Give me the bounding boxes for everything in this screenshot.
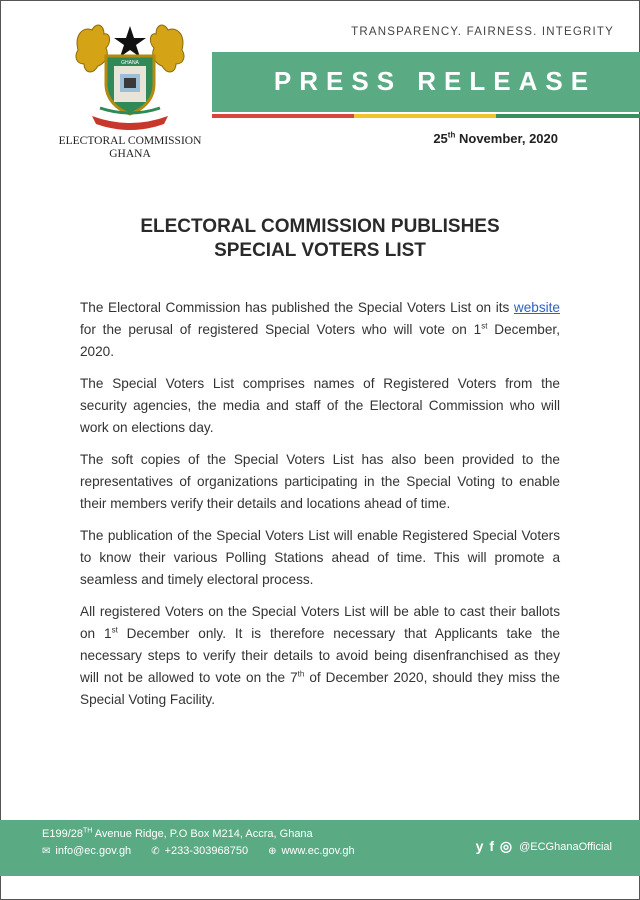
phone-text: +233-303968750 bbox=[164, 845, 249, 857]
paragraph-4: The publication of the Special Voters List will enable Registered Special Voters to know their various Polling Stations ahead of time. This will promote a seamless and timely electoral process. bbox=[80, 528, 560, 587]
headline-line2: SPECIAL VOTERS LIST bbox=[214, 240, 426, 261]
date-suffix: th bbox=[447, 130, 456, 140]
org-name bbox=[40, 135, 220, 161]
email-text: info@ec.gov.gh bbox=[55, 845, 132, 857]
p5-text-mid: December only. It is therefore necessary that Applicants take the necessary steps to verify their details to avoid being disenfranchised as they will not be allowed to vote on the 7 bbox=[80, 626, 560, 685]
social-media-icon: y f ◎ bbox=[475, 838, 514, 854]
address-post: Avenue Ridge, P.O Box M214, Accra, Ghana bbox=[92, 828, 313, 840]
phone-icon: ✆ bbox=[151, 845, 160, 857]
p1-text-after: for the perusal of registered Special Voters who will vote on 1 bbox=[80, 322, 482, 337]
globe-icon: ⊕ bbox=[268, 845, 277, 857]
footer bbox=[0, 820, 640, 876]
p1-sup: st bbox=[481, 321, 488, 331]
tagline: TRANSPARENCY. FAIRNESS. INTEGRITY bbox=[351, 26, 614, 38]
press-release-banner bbox=[212, 52, 640, 112]
p1-text-end: December, 2020. bbox=[80, 322, 560, 359]
stripe-red bbox=[212, 114, 354, 118]
stripe-green bbox=[496, 114, 640, 118]
social-handle: @ECGhanaOfficial bbox=[519, 840, 612, 853]
p5-sup2: th bbox=[297, 669, 305, 679]
org-name-line1: ELECTORAL COMMISSION bbox=[58, 135, 202, 147]
ec-logo bbox=[40, 20, 220, 170]
paragraph-2: The Special Voters List comprises names of Registered Voters from the security agencies, the media and staff of the Electoral Commission who will work on elections day. bbox=[80, 376, 560, 435]
banner-title: PRESS RELEASE bbox=[273, 66, 597, 96]
paragraph-5 bbox=[80, 601, 560, 711]
address-sup: TH bbox=[82, 827, 93, 835]
p1-text-before: The Electoral Commission has published the Special Voters List on its bbox=[80, 300, 514, 315]
paragraph-1 bbox=[80, 297, 560, 363]
phone-item[interactable] bbox=[151, 845, 248, 857]
headline bbox=[0, 215, 640, 263]
footer-contacts bbox=[42, 845, 355, 857]
paragraph-3: The soft copies of the Special Voters List has also been provided to the representatives of organizations participating in the Special Voting to enable their members verify their details and locations ahead of time. bbox=[80, 452, 560, 511]
headline-line1: ELECTORAL COMMISSION PUBLISHES bbox=[140, 216, 500, 237]
press-body bbox=[80, 297, 560, 721]
mail-icon: ✉ bbox=[42, 845, 51, 857]
website-link[interactable]: website bbox=[513, 300, 560, 315]
release-date bbox=[433, 131, 558, 146]
social-links[interactable] bbox=[476, 838, 612, 855]
stripe-yellow bbox=[354, 114, 496, 118]
org-name-line2: GHANA bbox=[109, 148, 151, 160]
footer-address bbox=[42, 828, 313, 840]
website-text: www.ec.gov.gh bbox=[281, 845, 355, 857]
website-item[interactable] bbox=[268, 845, 355, 857]
address-pre: E199/28 bbox=[42, 828, 83, 840]
p5-text-end: of December 2020, should they miss the Special Voting Facility. bbox=[80, 670, 560, 707]
svg-text:GHANA: GHANA bbox=[121, 60, 139, 66]
email-item[interactable] bbox=[42, 845, 131, 857]
p5-text-before: All registered Voters on the Special Voters List will be able to cast their ballots on 1 bbox=[80, 604, 560, 641]
p5-sup1: st bbox=[111, 625, 118, 635]
date-day: 25 bbox=[433, 131, 448, 146]
date-rest: November, 2020 bbox=[458, 131, 558, 146]
coat-of-arms-icon bbox=[70, 20, 190, 132]
